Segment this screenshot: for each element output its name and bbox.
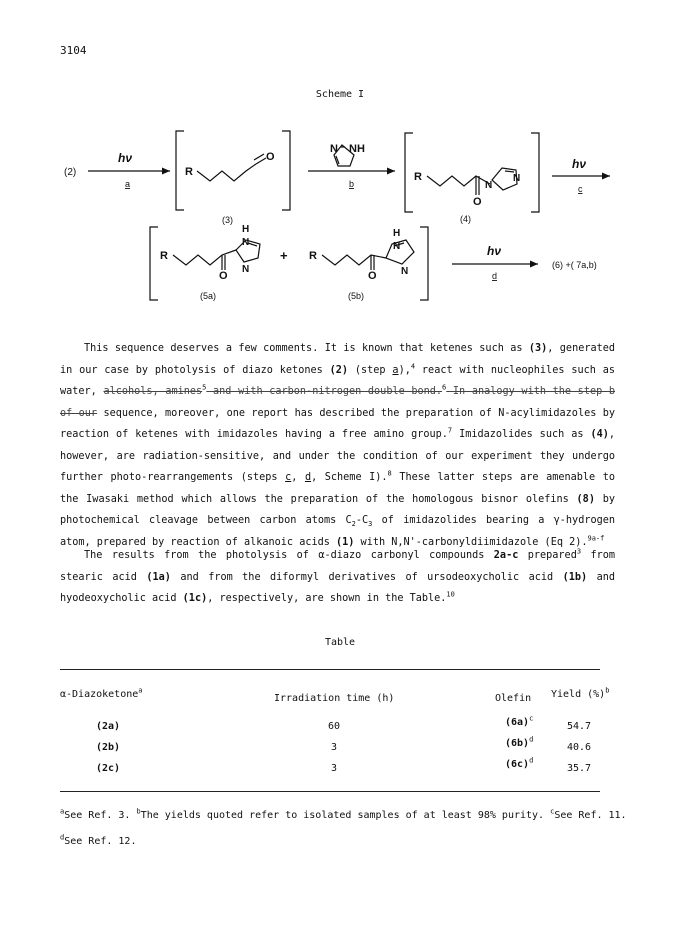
- hv-label-c: hν: [572, 157, 587, 171]
- cell-yield: 40.6: [567, 742, 592, 753]
- ring-5b-n1: N: [393, 241, 401, 252]
- cell-ketone: (2a): [96, 721, 121, 732]
- text-run: This sequence deserves a few comments. It is known that ketenes such as: [84, 343, 529, 354]
- hv-label-a: hν: [118, 151, 133, 165]
- products-label: (6) +( 7a,b): [552, 260, 597, 270]
- label-5a: (5a): [200, 291, 217, 301]
- text-run: (1a): [146, 571, 171, 583]
- header-ketone: α-Diazoketone$^a$: [60, 686, 143, 700]
- text-run: Imidazolides such as: [452, 429, 591, 440]
- bracket-4-left: [405, 133, 413, 212]
- cell-olefin: $(6b)^d$: [505, 735, 534, 749]
- text-run: with N,N'-carbonyldiimidazole (Eq 2).: [354, 536, 588, 548]
- text-run: from stearic acid: [60, 550, 615, 583]
- paragraph-2: [60, 545, 615, 610]
- text-run: 5: [202, 383, 207, 392]
- cell-time: 3: [331, 763, 338, 774]
- text-run: d: [304, 472, 312, 483]
- header-time: Irradiation time (h): [274, 693, 395, 704]
- text-run: alcohols, amines: [103, 386, 203, 397]
- scheme-diagram: [0, 0, 680, 310]
- text-run: and from the diformyl derivatives of ursodeoxycholic acid: [170, 571, 563, 583]
- plus-sign: +: [280, 248, 288, 263]
- table-top-rule: [60, 669, 600, 670]
- r-group-3: R: [185, 166, 193, 178]
- carbonyl-oxygen-5b: O: [368, 270, 377, 282]
- text-run: , respectively, are shown in the Table.: [207, 593, 447, 604]
- text-run: by photochemical cleavage between carbon atoms C: [60, 493, 615, 526]
- text-run: c: [285, 472, 292, 483]
- text-run: and with carbon-nitrogen double bond.: [206, 386, 443, 397]
- label-3: (3): [222, 215, 233, 225]
- text-run: 9a-f: [587, 534, 605, 543]
- footnotes-line-1: $^a$See Ref. 3. $^b$The yields quoted refer to isolated samples of at least 98% purity. $^c$See Ref. 11.: [60, 807, 627, 821]
- text-run: 3: [368, 520, 373, 529]
- text-run: (1c): [182, 593, 208, 604]
- bracket-4-right: [531, 133, 539, 212]
- imidazole-nh: NH: [349, 143, 365, 155]
- r-group-5a: R: [160, 250, 168, 262]
- ring-5a-h: H: [242, 224, 250, 235]
- ketene-oxygen: O: [266, 151, 275, 163]
- text-run: ),: [398, 364, 411, 376]
- text-run: (3): [528, 343, 548, 354]
- text-run: react with nucleophiles such as water,: [60, 364, 615, 397]
- cell-ketone: (2b): [96, 742, 121, 753]
- bracket-5-left: [150, 227, 158, 300]
- header-olefin: Olefin: [495, 693, 532, 704]
- text-run: 7: [447, 426, 453, 435]
- text-run: sequence, moreover, one report has described the preparation of N-acylimidazoles by reaction of ketenes with imidazoles having a free amino group.: [60, 407, 615, 440]
- text-run: ,: [291, 472, 305, 483]
- ring-5a-n3: N: [242, 264, 250, 275]
- label-4: (4): [460, 214, 471, 224]
- text-run: (4): [590, 429, 609, 440]
- carbonyl-oxygen-4: O: [473, 196, 482, 208]
- cell-time: 3: [331, 742, 338, 753]
- text-run: These latter steps are amenable to the Iwasaki method which allows the preparation of the homologous bisnor olefins: [60, 472, 615, 505]
- hv-label-d: hν: [487, 244, 502, 258]
- cell-olefin: $(6c)^d$: [505, 756, 534, 770]
- bracket-3-left: [176, 131, 184, 210]
- scheme-title: Scheme I: [315, 89, 365, 100]
- step-d-label: d: [492, 271, 498, 281]
- imidazole-n: N: [330, 143, 338, 155]
- footnotes-line-2: $^d$See Ref. 12.: [60, 833, 137, 847]
- cell-time: 60: [328, 721, 341, 732]
- text-run: , generated in our case by photolysis of diazo ketones: [60, 343, 615, 376]
- text-run: The results from the photolysis of α-diazo carbonyl compounds: [84, 550, 494, 561]
- step-a-label: a: [125, 179, 131, 189]
- text-run: 2a-c: [493, 550, 519, 561]
- paragraph-1: [60, 338, 615, 553]
- bracket-3-right: [282, 131, 290, 210]
- text-run: (8): [576, 493, 595, 505]
- r-group-5b: R: [309, 250, 317, 262]
- text-run: of imidazolides bearing a γ-hydrogen atom, prepared by reaction of alkanoic acids: [60, 515, 615, 548]
- carbonyl-oxygen-5a: O: [219, 270, 228, 282]
- label-5b: (5b): [348, 291, 365, 301]
- r-group-4: R: [414, 171, 422, 183]
- text-run: 3: [576, 547, 582, 556]
- text-run: 8: [387, 469, 392, 478]
- step-c-label: c: [578, 184, 583, 194]
- cell-olefin: $(6a)^c$: [505, 714, 534, 728]
- table-bottom-rule: [60, 791, 600, 792]
- table-title: Table: [324, 637, 356, 648]
- ring-5b-h: H: [393, 228, 401, 239]
- text-run: 2: [351, 520, 356, 529]
- text-run: (2): [329, 364, 349, 376]
- text-run: -C: [355, 515, 369, 526]
- text-run: , however, are radiation-sensitive, and under the condition of our experiment they undergo further photo-rearrangements (steps: [60, 429, 615, 483]
- text-run: 6: [442, 383, 447, 392]
- label-2: (2): [64, 167, 77, 178]
- bracket-5-right: [420, 227, 428, 300]
- text-run: 10: [446, 590, 455, 599]
- page-number: 3104: [60, 44, 87, 57]
- text-run: prepared: [518, 550, 577, 561]
- imidazolide-n1: N: [485, 180, 493, 191]
- ring-5b-n3: N: [401, 266, 409, 277]
- text-run: (1b): [562, 571, 588, 583]
- text-run: (1): [336, 536, 355, 548]
- text-run: 4: [410, 362, 416, 371]
- ring-5a-n1: N: [242, 237, 250, 248]
- header-yield: Yield (%)$^b$: [551, 686, 610, 700]
- text-run: and hyodeoxycholic acid: [60, 571, 615, 604]
- cell-ketone: (2c): [96, 763, 121, 774]
- text-run: , Scheme I).: [311, 472, 388, 483]
- step-b-label: b: [349, 179, 355, 189]
- cell-yield: 54.7: [567, 721, 592, 732]
- text-run: (step: [348, 364, 393, 376]
- text-run: In analogy with the step b of our: [60, 386, 616, 419]
- imidazolide-n3: N: [513, 173, 521, 184]
- cell-yield: 35.7: [567, 763, 592, 774]
- text-run: a: [392, 364, 399, 376]
